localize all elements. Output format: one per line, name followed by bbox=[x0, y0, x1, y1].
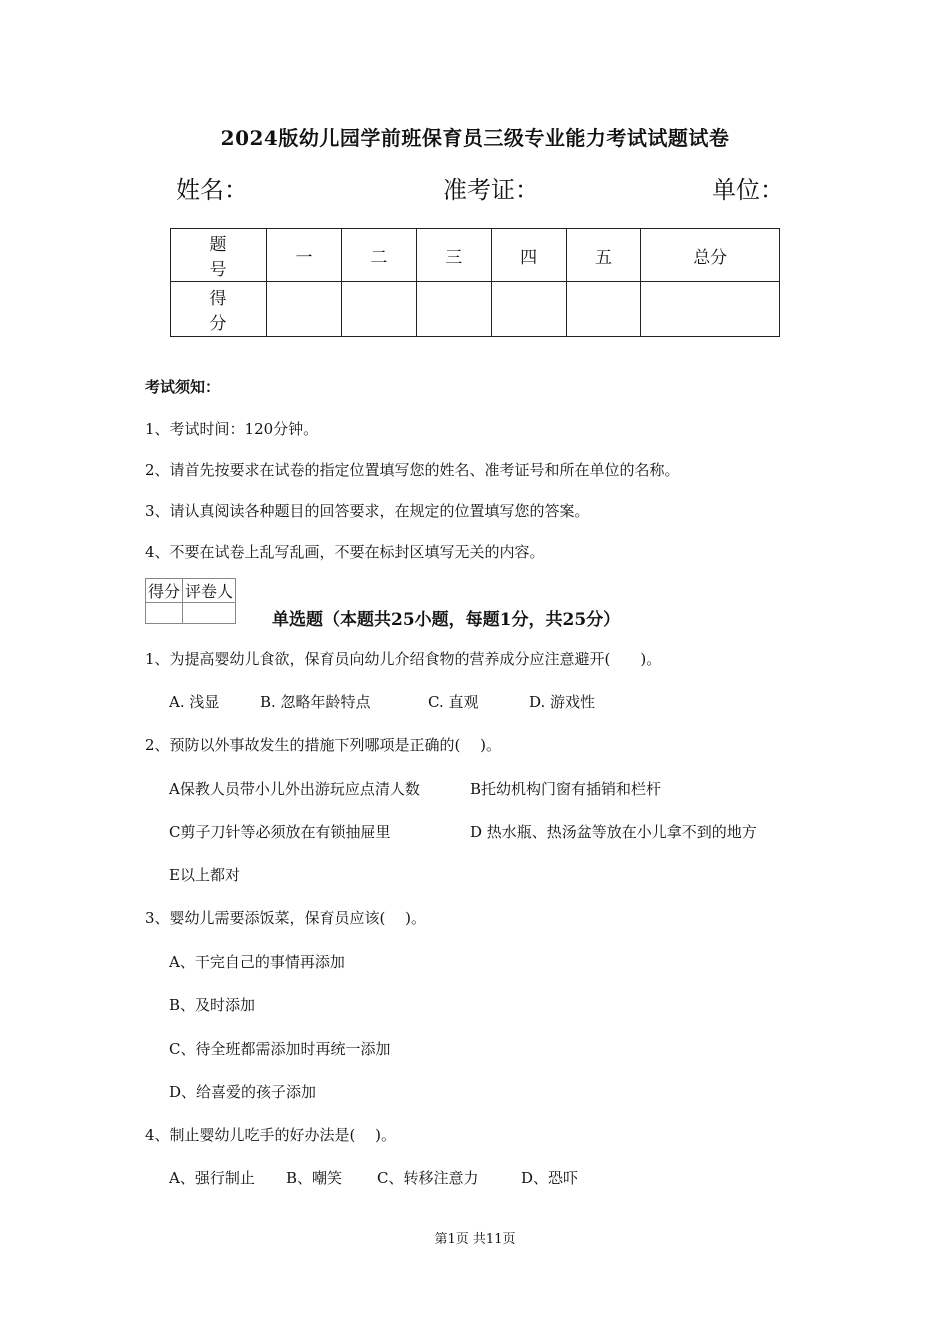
option: A保教人员带小儿外出游玩应点清人数 bbox=[169, 780, 420, 798]
score-cell-total[interactable] bbox=[641, 282, 780, 337]
option: C. 直观 bbox=[428, 693, 479, 711]
notice-item: 3、请认真阅读各种题目的回答要求，在规定的位置填写您的答案。 bbox=[145, 502, 590, 520]
option: D. 游戏性 bbox=[529, 693, 596, 711]
score-header-3: 三 bbox=[416, 229, 491, 282]
score-label: 得 分 bbox=[171, 282, 267, 337]
option: B托幼机构门窗有插销和栏杆 bbox=[470, 780, 662, 798]
score-table-header-row bbox=[171, 229, 780, 282]
question-stem: 1、为提高婴幼儿食欲，保育员向幼儿介绍食物的营养成分应注意避开( )。 bbox=[145, 650, 662, 668]
question-number-label: 题 号 bbox=[171, 229, 267, 282]
score-header-5: 五 bbox=[566, 229, 641, 282]
document-title: 2024版幼儿园学前班保育员三级专业能力考试试题试卷 bbox=[220, 126, 730, 150]
option: A. 浅显 bbox=[169, 693, 220, 711]
score-header-2: 二 bbox=[341, 229, 416, 282]
grader-box bbox=[145, 578, 236, 624]
score-cell-5[interactable] bbox=[566, 282, 641, 337]
notice-item: 2、请首先按要求在试卷的指定位置填写您的姓名、准考证号和所在单位的名称。 bbox=[145, 461, 680, 479]
option: D 热水瓶、热汤盆等放在小儿拿不到的地方 bbox=[470, 823, 757, 841]
score-header-4: 四 bbox=[491, 229, 566, 282]
score-header-total: 总分 bbox=[641, 229, 780, 282]
option: B、嘲笑 bbox=[286, 1169, 343, 1187]
name-label: 姓名： bbox=[176, 176, 248, 204]
grader-score-cell[interactable] bbox=[146, 603, 183, 624]
option: D、给喜爱的孩子添加 bbox=[169, 1083, 317, 1101]
option: E以上都对 bbox=[169, 866, 240, 884]
grader-name-label: 评卷人 bbox=[183, 579, 236, 603]
score-header-1: 一 bbox=[267, 229, 342, 282]
exam-id-label: 准考证： bbox=[443, 176, 539, 204]
option: B. 忽略年龄特点 bbox=[260, 693, 371, 711]
section-title: 单选题（本题共25小题，每题1分，共25分） bbox=[272, 610, 621, 630]
score-cell-4[interactable] bbox=[491, 282, 566, 337]
page-footer: 第1页 共11页 bbox=[434, 1232, 516, 1247]
grader-name-cell[interactable] bbox=[183, 603, 236, 624]
question-stem: 3、婴幼儿需要添饭菜，保育员应该( )。 bbox=[145, 909, 427, 927]
option: C剪子刀针等必须放在有锁抽屉里 bbox=[169, 823, 391, 841]
option: A、干完自己的事情再添加 bbox=[169, 953, 345, 971]
score-table-score-row bbox=[171, 282, 780, 337]
score-cell-2[interactable] bbox=[341, 282, 416, 337]
notice-item: 4、不要在试卷上乱写乱画，不要在标封区填写无关的内容。 bbox=[145, 543, 545, 561]
option: D、恐吓 bbox=[521, 1169, 579, 1187]
option: C、转移注意力 bbox=[377, 1169, 479, 1187]
grader-score-label: 得分 bbox=[146, 579, 183, 603]
question-stem: 4、制止婴幼儿吃手的好办法是( )。 bbox=[145, 1126, 397, 1144]
notice-title: 考试须知： bbox=[145, 378, 221, 396]
option: A、强行制止 bbox=[169, 1169, 255, 1187]
question-stem: 2、预防以外事故发生的措施下列哪项是正确的( )。 bbox=[145, 736, 502, 754]
score-table bbox=[170, 228, 780, 337]
notice-item: 1、考试时间：120分钟。 bbox=[145, 420, 319, 438]
score-cell-3[interactable] bbox=[416, 282, 491, 337]
option: B、及时添加 bbox=[169, 996, 256, 1014]
unit-label: 单位： bbox=[712, 176, 784, 204]
option: C、待全班都需添加时再统一添加 bbox=[169, 1040, 391, 1058]
